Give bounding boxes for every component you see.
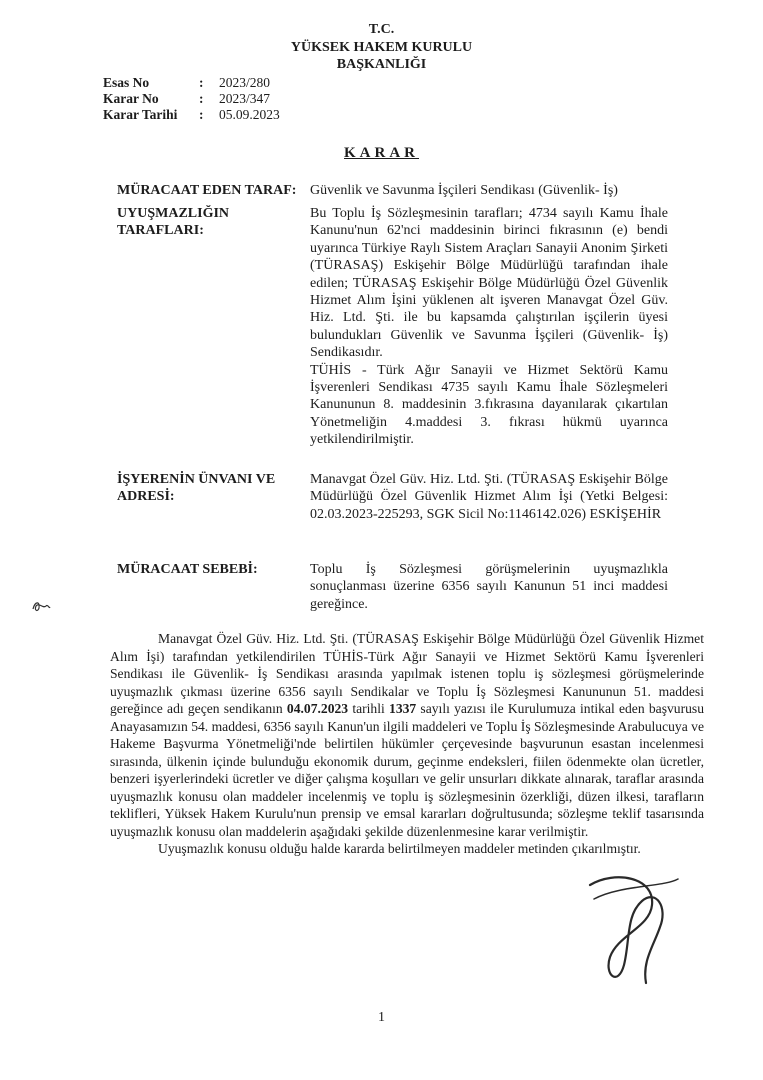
tarih-row [103,107,280,123]
esas-label: Esas No [103,75,150,90]
decision-title: KARAR [344,145,419,161]
body-paragraph-2: Uyuşmazlık konusu olduğu halde kararda belirtilmeyen maddeler metinden çıkarılmıştır. [158,841,641,856]
karar-row [103,91,280,107]
parties-label-line2: TARAFLARI: [117,223,204,238]
parties-label-line1: UYUŞMAZLIĞIN [117,206,230,221]
employer-text: Manavgat Özel Güv. Hiz. Ltd. Şti. (TÜRASAŞ Eskişehir Bölge Müdürlüğü Özel Güvenlik Hizmet Alım İşi (Yetki Belgesi: 02.03.2023-225293, SGK Sicil No:1146142.026) ESKİŞEHİR [310,472,668,522]
employer-label [117,471,275,505]
applicant-text: Güvenlik ve Savunma İşçileri Sendikası (Güvenlik- İş) [310,183,618,198]
body-p1-part-c: sayılı yazısı ile Kurulumuza intikal eden başvurusu Anayasamızın 54. maddesi, 6356 sayılı Kanun'un ilgili maddeleri ve Toplu İş Sözleşmesinde Arabulucuya ve Hakeme Başvurma Yönetmeliği'nde belirtilen hükümler çerçevesinde başvurunun esastan incelenmesi sırasında, ülkenin içinde bulunduğu ekonomik durum, geçinme endeksleri, fiilen ödenmekte olan ücretler, benzeri işyerlerindeki ücretler ve diğer çalışma koşulları ve gelir unsurları dikkate alınarak, taraflar arasında uyuşmazlık konusu olan maddeler incelenmiş ve toplu iş sözleşmesinin özerkliği, düzen ilkesi, tarafların teklifleri, Yüksek Hakem Kurulu'nun prensip ve emsal kararları doğrultusunda; sözleşme teklif tasarısında uyuşmazlık konusu olan maddelerin aşağıdaki şekilde düzenlenmesine karar verilmiştir. [110,701,704,839]
body-p1-part-a: Manavgat Özel Güv. Hiz. Ltd. Şti. (TÜRASAŞ Eskişehir Bölge Müdürlüğü Özel Güvenlik Hizmet Alım İşi) tarafından yetkilendirilen TÜHİS-Türk Ağır Sanayii ve Hizmet Sektörü Kamu İşverenleri Sendikası ile Güvenlik- İş Sendikası arasında yapılmak istenen toplu iş sözleşmesi görüşmelerinde uyuşmazlık çıkması üzerine 6356 sayılı Sendikalar ve Toplu İş Sözleşmesi Kanununun 51. maddesi gereğince adı geçen sendikanın [110,631,704,716]
body-paragraph-1 [110,630,704,840]
tarih-label: Karar Tarihi [103,107,178,122]
tarih-separator: : [199,107,204,122]
reason-text: Toplu İş Sözleşmesi görüşmelerinin uyuşmazlıkla sonuçlanması üzerine 6356 sayılı Kanunun 51 inci maddesi gereğince. [310,562,668,612]
esas-separator: : [199,75,204,90]
parties-text [310,205,668,449]
body-p1-date: 04.07.2023 [286,701,349,716]
karar-value: 2023/347 [219,91,271,106]
body-p1-number: 1337 [389,701,417,716]
tarih-value: 05.09.2023 [219,107,280,122]
case-meta [103,75,280,123]
parties-label [117,205,229,239]
applicant-label: MÜRACAAT EDEN TARAF: [117,183,297,198]
parties-paragraph-1: Bu Toplu İş Sözleşmesinin tarafları; 4734 sayılı Kamu İhale Kanunu'nun 62'nci maddesinin birinci fıkrasının (e) bendi uyarınca Türkiye Raylı Sistem Araçları Sanayii Anonim Şirketi (TÜRASAŞ) Eskişehir Bölge Müdürlüğü tarafından ihale edilen; TÜRASAŞ Eskişehir Bölge Müdürlüğü Özel Güvenlik Hizmet Alım İşini yüklenen alt işveren Manavgat Özel Güv. Hiz. Ltd. Şti. ile bu kapsamda çalıştırılan işçilerin üyesi bulundukları Güvenlik ve Savunma İşçileri (Güvenlik- İş) Sendikasıdır. [310,206,668,361]
employer-label-line1: İŞYERENİN ÜNVANI VE [117,472,276,487]
page-number: 1 [378,1010,385,1025]
esas-row [103,75,280,91]
margin-initial-mark [30,597,52,617]
header-presidency: BAŞKANLIĞI [336,57,427,72]
decision-body [110,630,704,858]
karar-separator: : [199,91,204,106]
parties-paragraph-2: TÜHİS - Türk Ağır Sanayii ve Hizmet Sektörü Kamu İşverenleri Sendikası 4735 sayılı Kamu İhale Sözleşmeleri Kanununun 8. maddesinin 3.fıkrasına dayanılarak çıkartılan Yönetmeliğin 4.maddesi 3. fıkrası hükmü uyarınca yetkilendirilmiştir. [310,362,668,448]
signature-mark [560,865,710,995]
header-institution: YÜKSEK HAKEM KURULU [290,40,473,55]
employer-label-line2: ADRESİ: [117,489,175,504]
body-p1-part-b: tarihli [348,701,390,716]
header-tc: T.C. [368,22,395,37]
esas-value: 2023/280 [219,75,271,90]
karar-label: Karar No [103,91,159,106]
reason-label: MÜRACAAT SEBEBİ: [117,562,258,577]
